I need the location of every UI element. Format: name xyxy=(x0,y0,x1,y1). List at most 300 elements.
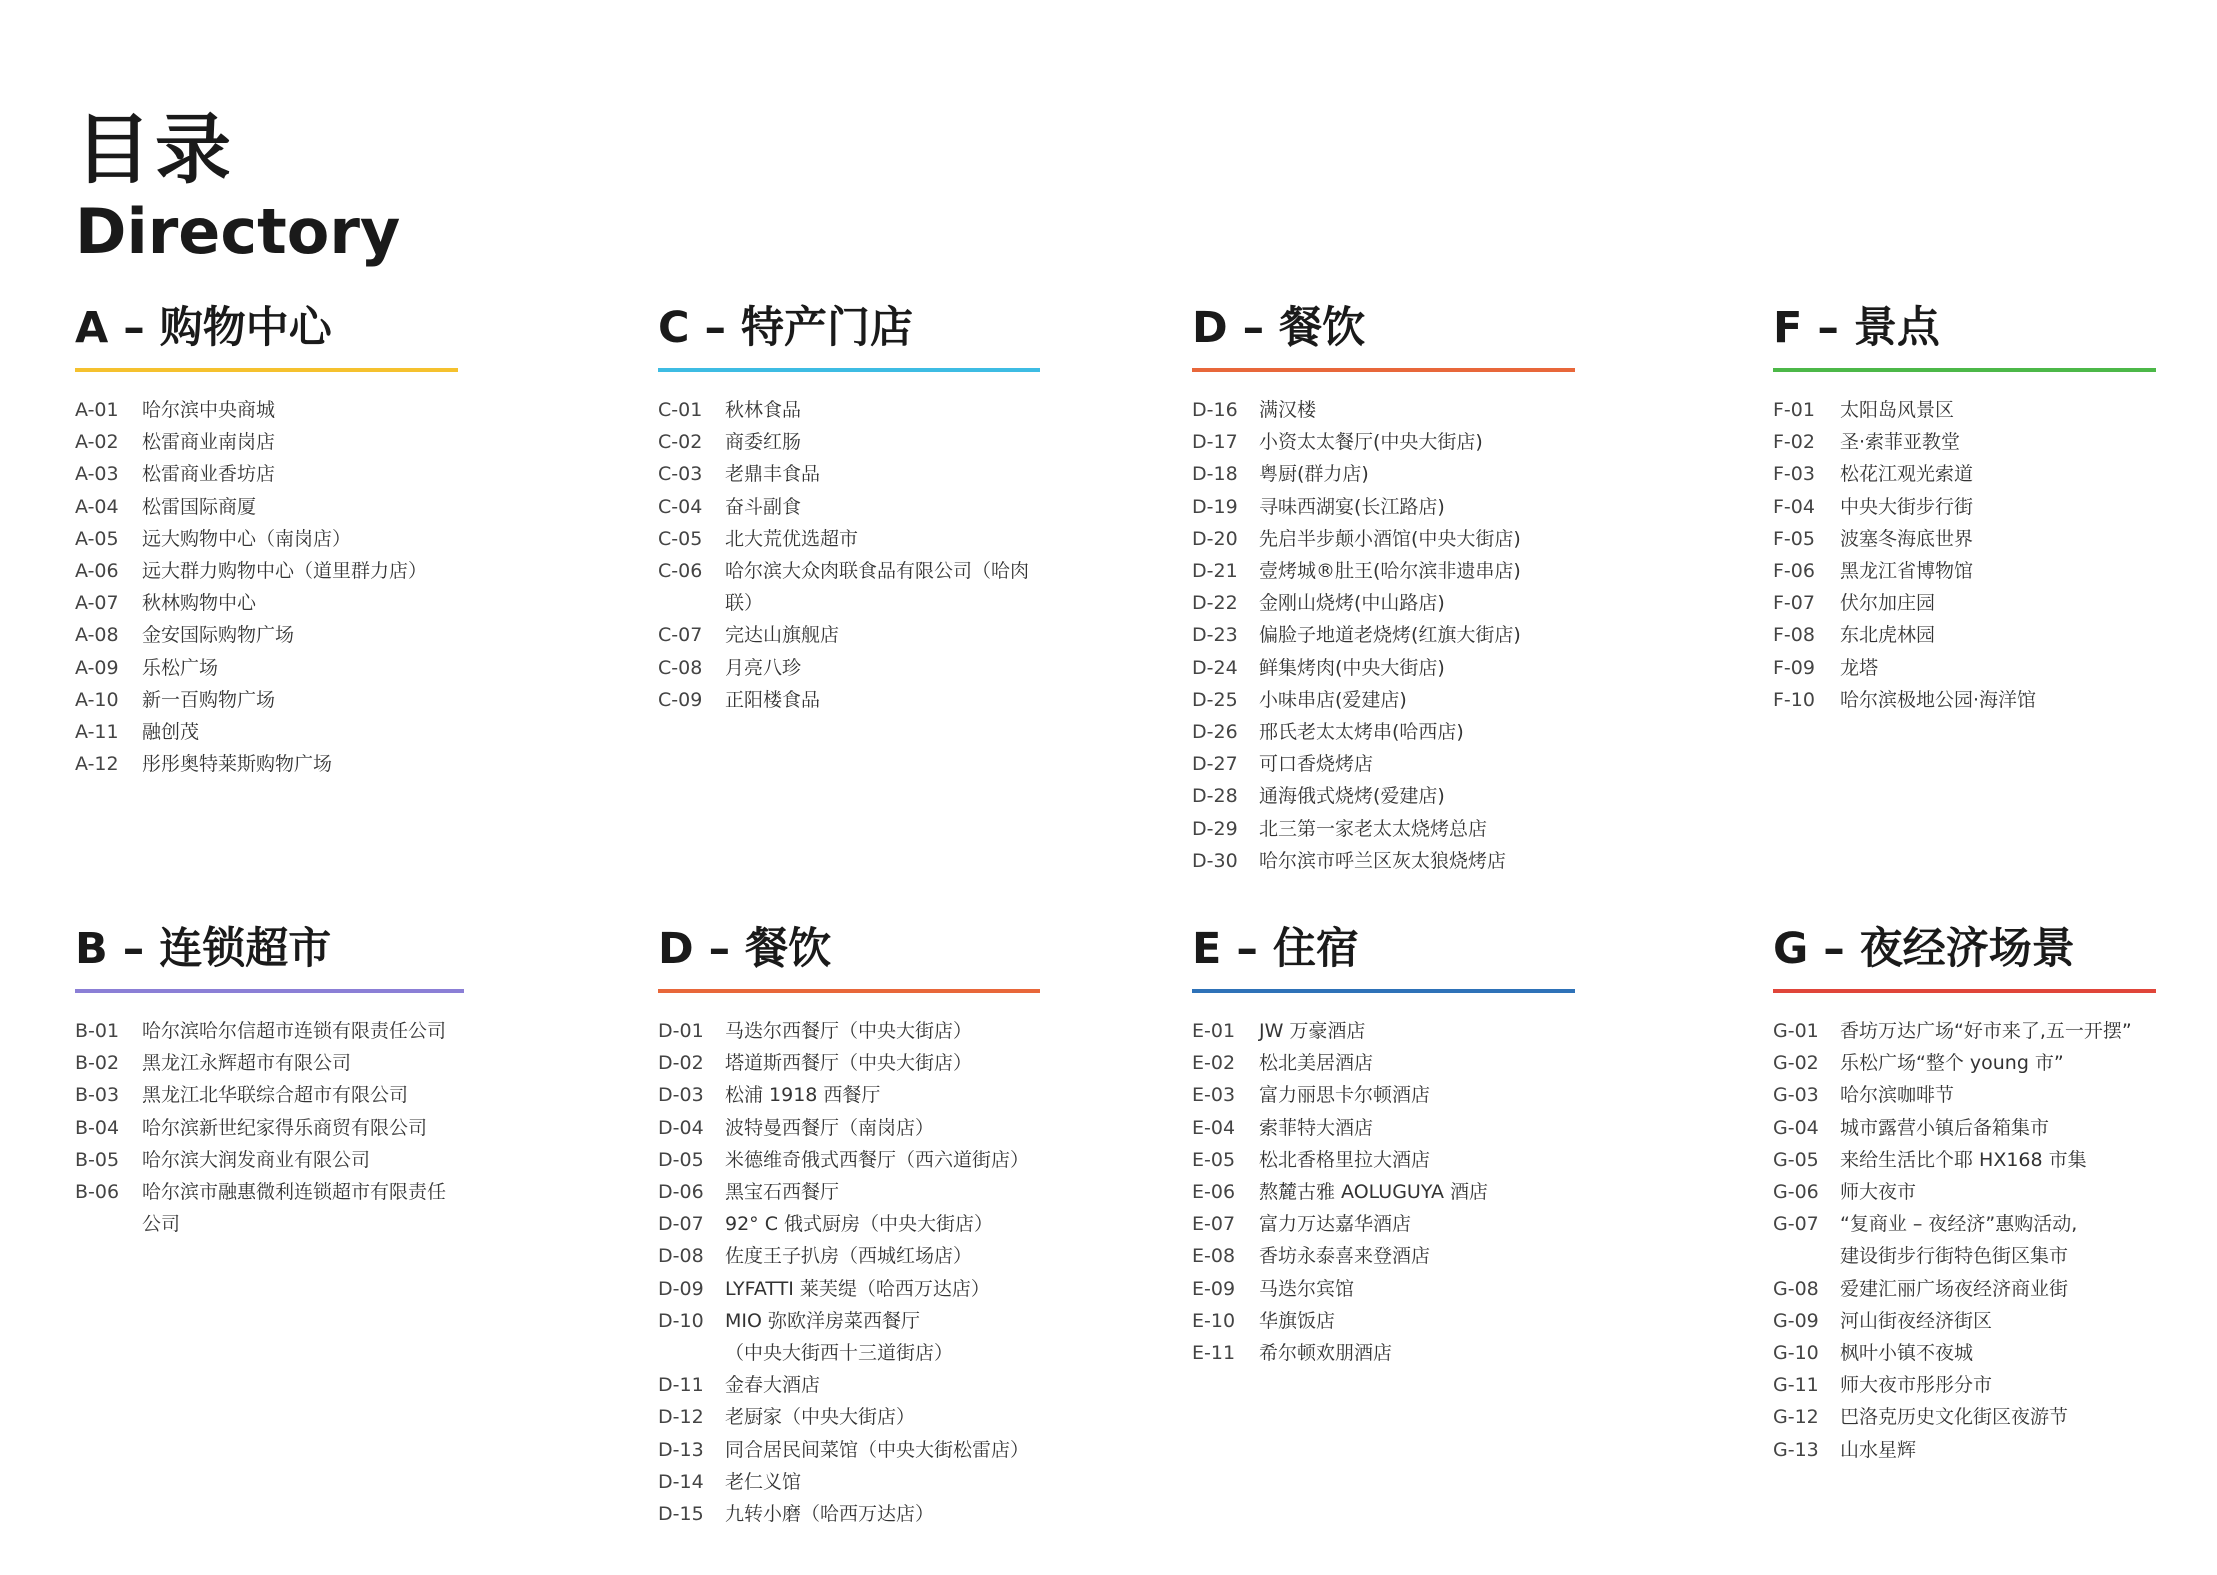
list-item xyxy=(1773,1176,2156,1208)
item-name: 金刚山烧烤(中山路店) xyxy=(1259,592,1445,615)
item-code: D-23 xyxy=(1192,624,1238,647)
item-name: 松雷国际商厦 xyxy=(142,495,257,518)
list-item xyxy=(75,1112,464,1144)
section-heading: C – 特产门店 xyxy=(658,303,913,353)
list-item xyxy=(658,1176,1040,1208)
item-name: 寻味西湖宴(长江路店) xyxy=(1259,495,1445,518)
list-item xyxy=(75,587,458,619)
item-code: F-03 xyxy=(1773,463,1815,486)
list-item xyxy=(1773,619,2156,651)
list-item xyxy=(658,491,1040,523)
item-name: 新一百购物广场 xyxy=(142,688,276,711)
item-name: 哈尔滨大众肉联食品有限公司（哈肉联） xyxy=(725,560,1030,615)
item-name: 圣·索菲亚教堂 xyxy=(1840,431,1961,454)
list-item xyxy=(75,491,458,523)
directory-list xyxy=(658,1015,1040,1530)
item-code: C-03 xyxy=(658,463,703,486)
item-code: F-08 xyxy=(1773,624,1815,647)
list-item xyxy=(1773,684,2156,716)
list-item xyxy=(1192,716,1575,748)
item-name: 鲜集烤肉(中央大街店) xyxy=(1259,656,1445,679)
item-name: 正阳楼食品 xyxy=(725,688,821,711)
list-item xyxy=(1192,1079,1575,1111)
item-name: 城市露营小镇后备箱集市 xyxy=(1840,1116,2050,1139)
list-item xyxy=(1773,1208,2156,1272)
section-specialty-stores xyxy=(658,303,1040,716)
item-code: D-15 xyxy=(658,1503,704,1526)
item-code: E-04 xyxy=(1192,1116,1236,1139)
list-item xyxy=(1773,1144,2156,1176)
section-dining-continued xyxy=(1192,303,1575,877)
section-attractions xyxy=(1773,303,2156,716)
item-code: D-03 xyxy=(658,1084,704,1107)
list-item xyxy=(658,1208,1040,1240)
item-code: A-06 xyxy=(75,560,119,583)
item-code: F-09 xyxy=(1773,656,1815,679)
item-code: D-20 xyxy=(1192,527,1238,550)
list-item xyxy=(658,394,1040,426)
list-item xyxy=(658,652,1040,684)
item-code: B-02 xyxy=(75,1052,120,1075)
list-item xyxy=(1192,394,1575,426)
item-code: D-04 xyxy=(658,1116,704,1139)
item-name: 乐松广场“整个 young 市” xyxy=(1840,1052,2064,1075)
list-item xyxy=(658,1498,1040,1530)
item-name: 富力万达嘉华酒店 xyxy=(1259,1213,1412,1236)
item-name: 黑宝石西餐厅 xyxy=(725,1181,840,1204)
list-item xyxy=(1192,587,1575,619)
item-name: 老鼎丰食品 xyxy=(725,463,821,486)
list-item xyxy=(75,458,458,490)
item-code: E-07 xyxy=(1192,1213,1236,1236)
item-name: 中央大街步行街 xyxy=(1840,495,1974,518)
item-code: D-29 xyxy=(1192,817,1238,840)
list-item xyxy=(1773,1401,2156,1433)
item-code: C-01 xyxy=(658,399,703,421)
list-item xyxy=(658,1466,1040,1498)
list-item xyxy=(1192,491,1575,523)
item-code: A-12 xyxy=(75,753,119,776)
item-name: 松花江观光索道 xyxy=(1840,463,1974,486)
list-item xyxy=(1192,1112,1575,1144)
item-code: G-06 xyxy=(1773,1181,1819,1204)
item-code: A-07 xyxy=(75,592,119,615)
item-code: A-04 xyxy=(75,495,119,518)
item-code: F-04 xyxy=(1773,495,1815,518)
item-code: E-01 xyxy=(1192,1020,1236,1042)
item-code: F-02 xyxy=(1773,431,1815,454)
item-name: 松雷商业南岗店 xyxy=(142,431,276,454)
item-code: D-14 xyxy=(658,1470,704,1493)
list-item xyxy=(1773,587,2156,619)
list-item xyxy=(1773,1015,2156,1047)
item-code: C-09 xyxy=(658,688,703,711)
item-name: 波塞冬海底世界 xyxy=(1840,527,1974,550)
list-item xyxy=(75,555,458,587)
item-name: 黑龙江省博物馆 xyxy=(1840,560,1974,583)
list-item xyxy=(658,1240,1040,1272)
list-item xyxy=(1773,1434,2156,1466)
item-name: MIO 弥欧洋房菜西餐厅 （中央大街西十三道街店） xyxy=(725,1309,954,1365)
item-name: 偏脸子地道老烧烤(红旗大街店) xyxy=(1259,624,1521,647)
item-code: D-24 xyxy=(1192,656,1238,679)
item-name: 师大夜市彤彤分市 xyxy=(1840,1374,1993,1397)
item-name: 松北美居酒店 xyxy=(1259,1052,1374,1075)
list-item xyxy=(658,458,1040,490)
item-name: 壹烤城®肚王(哈尔滨非遗串店) xyxy=(1259,560,1521,583)
list-item xyxy=(75,1079,464,1111)
section-underline xyxy=(1192,989,1575,993)
list-item xyxy=(658,555,1040,619)
item-name: 来给生活比个耶 HX168 市集 xyxy=(1840,1148,2087,1171)
item-name: 索菲特大酒店 xyxy=(1259,1116,1374,1139)
item-code: B-03 xyxy=(75,1084,120,1107)
item-code: E-03 xyxy=(1192,1084,1236,1107)
list-item xyxy=(658,619,1040,651)
item-code: E-10 xyxy=(1192,1309,1236,1332)
item-code: D-02 xyxy=(658,1052,704,1075)
list-item xyxy=(1192,1273,1575,1305)
list-item xyxy=(1192,523,1575,555)
item-name: 远大群力购物中心（道里群力店） xyxy=(142,560,428,583)
item-code: D-06 xyxy=(658,1181,704,1204)
item-code: F-07 xyxy=(1773,592,1815,615)
item-code: F-10 xyxy=(1773,688,1815,711)
item-name: 塔道斯西餐厅（中央大街店） xyxy=(725,1052,973,1075)
item-code: B-01 xyxy=(75,1020,120,1042)
item-code: E-05 xyxy=(1192,1148,1236,1171)
item-name: 马迭尔西餐厅（中央大街店） xyxy=(725,1020,973,1042)
list-item xyxy=(1192,652,1575,684)
item-name: 太阳岛风景区 xyxy=(1840,399,1955,421)
list-item xyxy=(658,523,1040,555)
item-code: A-09 xyxy=(75,656,119,679)
item-name: 彤彤奥特莱斯购物广场 xyxy=(142,753,333,776)
directory-list xyxy=(1192,394,1575,877)
item-name: 米德维奇俄式西餐厅（西六道街店） xyxy=(725,1148,1030,1171)
item-code: G-13 xyxy=(1773,1438,1819,1461)
list-item xyxy=(658,1015,1040,1047)
section-underline xyxy=(658,989,1040,993)
item-name: 乐松广场 xyxy=(142,656,219,679)
item-code: D-07 xyxy=(658,1213,704,1236)
list-item xyxy=(75,426,458,458)
item-name: 龙塔 xyxy=(1840,656,1879,679)
section-night-economy xyxy=(1773,924,2156,1466)
item-name: 哈尔滨极地公园·海洋馆 xyxy=(1840,688,2037,711)
item-code: C-05 xyxy=(658,527,703,550)
list-item xyxy=(1773,652,2156,684)
item-name: 伏尔加庄园 xyxy=(1840,592,1936,615)
item-code: C-07 xyxy=(658,624,703,647)
list-item xyxy=(75,1015,464,1047)
item-name: 熬麓古雅 AOLUGUYA 酒店 xyxy=(1259,1181,1489,1204)
list-item xyxy=(1192,1208,1575,1240)
list-item xyxy=(1192,619,1575,651)
list-item xyxy=(1773,394,2156,426)
page-title-cn: 目录 xyxy=(75,105,235,194)
list-item xyxy=(1773,1112,2156,1144)
list-item xyxy=(75,1144,464,1176)
list-item xyxy=(658,1273,1040,1305)
item-name: 先启半步颠小酒馆(中央大街店) xyxy=(1259,527,1521,550)
list-item xyxy=(1773,555,2156,587)
item-name: 小味串店(爱建店) xyxy=(1259,688,1407,711)
item-code: D-11 xyxy=(658,1374,704,1397)
list-item xyxy=(1773,1273,2156,1305)
item-name: 香坊永泰喜来登酒店 xyxy=(1259,1245,1431,1268)
item-name: 松北香格里拉大酒店 xyxy=(1259,1148,1431,1171)
item-code: G-01 xyxy=(1773,1020,1819,1042)
item-code: D-01 xyxy=(658,1020,704,1042)
item-code: C-04 xyxy=(658,495,703,518)
item-code: E-09 xyxy=(1192,1277,1236,1300)
item-code: F-06 xyxy=(1773,560,1815,583)
item-name: 融创茂 xyxy=(142,721,200,744)
item-name: 爱建汇丽广场夜经济商业街 xyxy=(1840,1277,2069,1300)
list-item xyxy=(75,748,458,780)
list-item xyxy=(1192,426,1575,458)
list-item xyxy=(75,394,458,426)
item-code: A-01 xyxy=(75,399,119,421)
list-item xyxy=(1192,1240,1575,1272)
section-shopping-centers xyxy=(75,303,458,780)
item-name: 哈尔滨市呼兰区灰太狼烧烤店 xyxy=(1259,849,1507,872)
item-name: 哈尔滨咖啡节 xyxy=(1840,1084,1955,1107)
section-underline xyxy=(1773,368,2156,372)
item-name: 马迭尔宾馆 xyxy=(1259,1277,1355,1300)
item-name: 华旗饭店 xyxy=(1259,1309,1336,1332)
item-name: 佐度王子扒房（西城红场店） xyxy=(725,1245,973,1268)
list-item xyxy=(75,1176,464,1240)
item-name: 满汉楼 xyxy=(1259,399,1317,421)
directory-list xyxy=(1773,1015,2156,1466)
item-code: D-08 xyxy=(658,1245,704,1268)
item-code: D-28 xyxy=(1192,785,1238,808)
item-name: 黑龙江永辉超市有限公司 xyxy=(142,1052,352,1075)
item-code: B-05 xyxy=(75,1148,120,1171)
directory-list xyxy=(658,394,1040,716)
item-code: G-08 xyxy=(1773,1277,1819,1300)
directory-list xyxy=(1773,394,2156,716)
list-item xyxy=(1192,780,1575,812)
section-heading: A – 购物中心 xyxy=(75,303,332,353)
item-name: 哈尔滨大润发商业有限公司 xyxy=(142,1148,371,1171)
item-code: A-10 xyxy=(75,688,119,711)
item-code: G-03 xyxy=(1773,1084,1819,1107)
section-underline xyxy=(1192,368,1575,372)
list-item xyxy=(1192,845,1575,877)
list-item xyxy=(1192,458,1575,490)
item-name: 富力丽思卡尔顿酒店 xyxy=(1259,1084,1431,1107)
list-item xyxy=(1192,684,1575,716)
section-chain-supermarkets xyxy=(75,924,464,1240)
item-code: G-02 xyxy=(1773,1052,1819,1075)
list-item xyxy=(1192,1015,1575,1047)
list-item xyxy=(1192,813,1575,845)
item-code: G-09 xyxy=(1773,1309,1819,1332)
item-name: “复商业 – 夜经济”惠购活动, 建设街步行街特色街区集市 xyxy=(1840,1213,2078,1268)
page-title-en: Directory xyxy=(75,195,401,268)
list-item xyxy=(1773,1047,2156,1079)
item-code: F-05 xyxy=(1773,527,1815,550)
item-name: 师大夜市 xyxy=(1840,1181,1917,1204)
item-code: D-25 xyxy=(1192,688,1238,711)
item-code: D-21 xyxy=(1192,560,1238,583)
section-heading: D – 餐饮 xyxy=(1192,303,1366,353)
list-item xyxy=(658,1047,1040,1079)
item-name: 香坊万达广场“好市来了,五一开摆” xyxy=(1840,1020,2132,1042)
item-code: B-06 xyxy=(75,1181,120,1204)
item-name: 哈尔滨市融惠微利连锁超市有限责任公司 xyxy=(142,1181,447,1236)
item-code: G-05 xyxy=(1773,1148,1819,1171)
item-code: B-04 xyxy=(75,1116,120,1139)
list-item xyxy=(1773,523,2156,555)
item-code: G-07 xyxy=(1773,1213,1819,1236)
list-item xyxy=(658,1112,1040,1144)
item-name: 小资太太餐厅(中央大街店) xyxy=(1259,431,1483,454)
item-code: E-02 xyxy=(1192,1052,1236,1075)
directory-list xyxy=(75,394,458,780)
list-item xyxy=(658,1079,1040,1111)
item-name: 粤厨(群力店) xyxy=(1259,463,1369,486)
list-item xyxy=(75,523,458,555)
section-underline xyxy=(658,368,1040,372)
item-name: 九转小磨（哈西万达店） xyxy=(725,1503,935,1526)
item-name: 商委红肠 xyxy=(725,431,802,454)
item-name: 哈尔滨哈尔信超市连锁有限责任公司 xyxy=(142,1020,447,1042)
item-name: 92° C 俄式厨房（中央大街店） xyxy=(725,1213,994,1236)
section-dining xyxy=(658,924,1040,1530)
list-item xyxy=(658,1144,1040,1176)
item-code: G-04 xyxy=(1773,1116,1819,1139)
directory-list xyxy=(1192,1015,1575,1369)
section-underline xyxy=(75,368,458,372)
item-name: 秋林购物中心 xyxy=(142,592,257,615)
item-name: 松浦 1918 西餐厅 xyxy=(725,1084,881,1107)
list-item xyxy=(1192,748,1575,780)
list-item xyxy=(658,426,1040,458)
list-item xyxy=(1773,1079,2156,1111)
list-item xyxy=(658,1401,1040,1433)
item-code: D-09 xyxy=(658,1277,704,1300)
list-item xyxy=(1192,1305,1575,1337)
item-code: D-19 xyxy=(1192,495,1238,518)
item-name: 松雷商业香坊店 xyxy=(142,463,276,486)
item-name: 奋斗副食 xyxy=(725,495,802,518)
item-name: 同合居民间菜馆（中央大街松雷店） xyxy=(725,1438,1030,1461)
item-name: 通海俄式烧烤(爱建店) xyxy=(1259,785,1445,808)
item-name: 老仁义馆 xyxy=(725,1470,802,1493)
section-heading: F – 景点 xyxy=(1773,303,1940,353)
item-name: 波特曼西餐厅（南岗店） xyxy=(725,1116,935,1139)
item-code: C-02 xyxy=(658,431,703,454)
item-code: D-13 xyxy=(658,1438,704,1461)
list-item xyxy=(1773,491,2156,523)
item-code: D-30 xyxy=(1192,849,1238,872)
item-code: D-22 xyxy=(1192,592,1238,615)
item-code: D-05 xyxy=(658,1148,704,1171)
item-code: D-18 xyxy=(1192,463,1238,486)
item-name: 河山街夜经济街区 xyxy=(1840,1309,1993,1332)
item-name: 月亮八珍 xyxy=(725,656,802,679)
section-underline xyxy=(75,989,464,993)
item-name: 北三第一家老太太烧烤总店 xyxy=(1259,817,1488,840)
list-item xyxy=(658,1434,1040,1466)
item-code: G-10 xyxy=(1773,1342,1819,1365)
item-name: 老厨家（中央大街店） xyxy=(725,1406,916,1429)
list-item xyxy=(658,1305,1040,1369)
item-code: A-02 xyxy=(75,431,119,454)
list-item xyxy=(1192,1337,1575,1369)
item-code: E-06 xyxy=(1192,1181,1236,1204)
section-heading: E – 住宿 xyxy=(1192,924,1359,974)
section-heading: G – 夜经济场景 xyxy=(1773,924,2075,974)
section-underline xyxy=(1773,989,2156,993)
item-code: A-11 xyxy=(75,721,119,744)
item-code: D-26 xyxy=(1192,721,1238,744)
item-name: 东北虎林园 xyxy=(1840,624,1936,647)
section-heading: D – 餐饮 xyxy=(658,924,832,974)
item-name: 山水星辉 xyxy=(1840,1438,1917,1461)
item-code: E-11 xyxy=(1192,1342,1236,1365)
item-name: 金安国际购物广场 xyxy=(142,624,295,647)
section-accommodation xyxy=(1192,924,1575,1369)
item-code: G-11 xyxy=(1773,1374,1819,1397)
list-item xyxy=(75,684,458,716)
item-code: D-12 xyxy=(658,1406,704,1429)
item-code: D-17 xyxy=(1192,431,1238,454)
item-name: 秋林食品 xyxy=(725,399,802,421)
directory-list xyxy=(75,1015,464,1240)
item-name: 邢氏老太太烤串(哈西店) xyxy=(1259,721,1464,744)
item-name: 希尔顿欢朋酒店 xyxy=(1259,1342,1393,1365)
item-code: E-08 xyxy=(1192,1245,1236,1268)
item-code: D-10 xyxy=(658,1309,704,1332)
list-item xyxy=(1773,1337,2156,1369)
item-code: C-08 xyxy=(658,656,703,679)
list-item xyxy=(1773,426,2156,458)
item-code: A-08 xyxy=(75,624,119,647)
item-code: A-03 xyxy=(75,463,119,486)
item-code: C-06 xyxy=(658,560,703,583)
item-code: D-16 xyxy=(1192,399,1238,421)
item-name: 黑龙江北华联综合超市有限公司 xyxy=(142,1084,409,1107)
item-name: 哈尔滨中央商城 xyxy=(142,399,276,421)
item-name: LYFATTI 莱芙缇（哈西万达店） xyxy=(725,1277,990,1300)
list-item xyxy=(1773,1369,2156,1401)
item-name: JW 万豪酒店 xyxy=(1259,1020,1366,1042)
list-item xyxy=(75,716,458,748)
list-item xyxy=(75,619,458,651)
item-code: F-01 xyxy=(1773,399,1815,421)
item-code: G-12 xyxy=(1773,1406,1819,1429)
list-item xyxy=(1192,555,1575,587)
list-item xyxy=(1192,1144,1575,1176)
item-name: 完达山旗舰店 xyxy=(725,624,840,647)
list-item xyxy=(75,652,458,684)
list-item xyxy=(1773,1305,2156,1337)
list-item xyxy=(1773,458,2156,490)
list-item xyxy=(75,1047,464,1079)
item-code: D-27 xyxy=(1192,753,1238,776)
item-name: 远大购物中心（南岗店） xyxy=(142,527,352,550)
list-item xyxy=(658,684,1040,716)
list-item xyxy=(658,1369,1040,1401)
item-name: 可口香烧烤店 xyxy=(1259,753,1374,776)
list-item xyxy=(1192,1047,1575,1079)
item-name: 北大荒优选超市 xyxy=(725,527,859,550)
